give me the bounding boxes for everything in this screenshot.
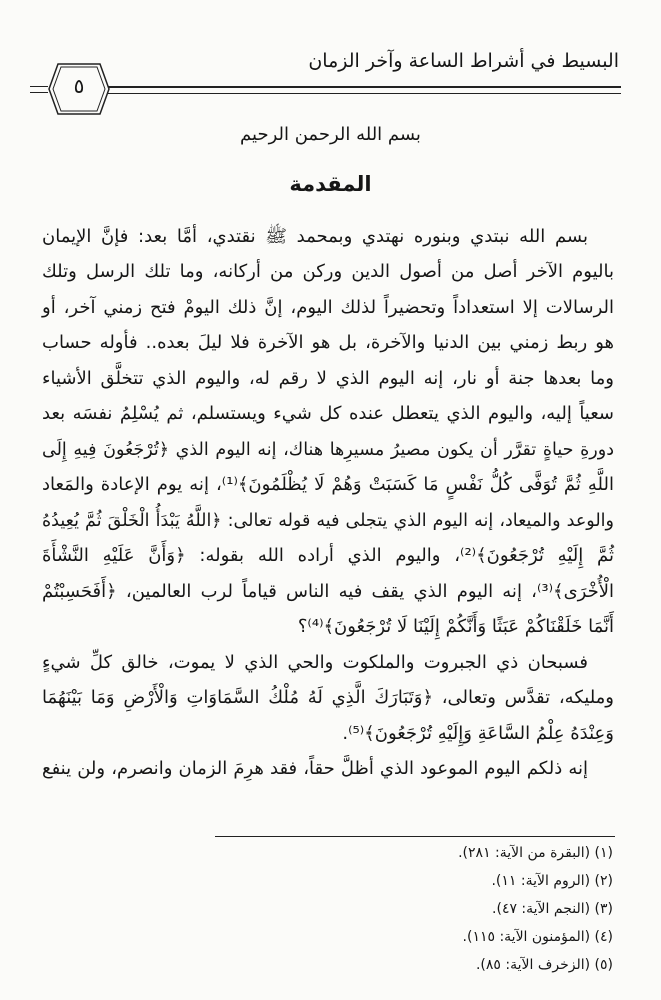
body-line: والوعد والميعاد، إنه اليوم الذي يتجلى فيه قوله تعالى: ﴿اللَّهُ يَبْدَأُ الْخَلْقَ ثُمَّ يُعِيدُهُ [42, 511, 614, 531]
page-number: ٥ [73, 74, 85, 98]
body-line: دورةِ حياةٍ تقرَّر أن يكون مصيرُ مسيرِها هناك، إنه اليوم الذي ﴿تُرْجَعُونَ فِيهِ إِلَى [42, 440, 614, 460]
body-line: باليوم الآخر أصل من أصول الدين وركن من أركانه، وما تلك الرسل وتلك [42, 261, 614, 282]
section-heading: المقدمة [289, 172, 372, 196]
body-line: بسم الله نبتدي وبنوره نهتدي وبمحمد ﷺ نقتدي، أمَّا بعد: فإنَّ الإيمان [42, 226, 588, 247]
body-line: الْأُخْرَى﴾⁽³⁾، إنه اليوم الذي يقف فيه الناس قياماً لرب العالمين، ﴿أَفَحَسِبْتُمْ [42, 581, 614, 602]
basmala: بسم الله الرحمن الرحيم [240, 124, 421, 145]
body-line: سعياً إليه، واليوم الذي يتعطل عنده كل شيء ويستسلم، ثم يُسْلِمُ نفسَه بعد [42, 403, 614, 424]
body-line: ومليكه، تقدَّس وتعالى، ﴿وَتَبَارَكَ الَّذِي لَهُ مُلْكُ السَّمَاوَاتِ وَالْأَرْضِ وَمَا بَيْنَهُمَا [42, 687, 614, 708]
footnote: (٣) (النجم الآية: ٤٧). [492, 901, 613, 917]
body-line: إنه ذلكم اليوم الموعود الذي أظلَّ حقاً، فقد هرِمَ الزمان وانصرم، ولن ينفع [42, 758, 588, 779]
footnote: (٥) (الزخرف الآية: ٨٥). [475, 957, 613, 973]
body-line: أَنَّمَا خَلَقْنَاكُمْ عَبَثًا وَأَنَّكُمْ إِلَيْنَا لَا تُرْجَعُونَ﴾⁽⁴⁾؟ [297, 616, 614, 637]
header-rule-left [30, 86, 48, 93]
header-rule [108, 86, 621, 94]
body-line: ثُمَّ إِلَيْهِ تُرْجَعُونَ﴾⁽²⁾، واليوم الذي أراده الله بقوله: ﴿وَأَنَّ عَلَيْهِ النَّشْأَةَ [42, 545, 614, 566]
footnote-separator [215, 836, 615, 837]
footnote: (١) (البقرة من الآية: ٢٨١). [458, 845, 613, 861]
body-line: وما بعدها جنة أو نار، إنه اليوم الذي لا رقم له، واليوم الذي تتخلَّق الأشياء [42, 368, 614, 389]
footnote: (٢) (الروم الآية: ١١). [491, 873, 613, 889]
running-title: البسيط في أشراط الساعة وآخر الزمان [308, 50, 619, 72]
footnote: (٤) (المؤمنون الآية: ١١٥). [462, 929, 613, 945]
body-line: الرسالات إلا استعداداً وتحضيراً لذلك اليوم، إنَّ ذلك اليومْ فتح زمني آخر، أو [42, 297, 614, 318]
body-line: هو ربط زمني بين الدنيا والآخرة، بل هو الآخرة فلا ليلَ بعده.. فأوله حساب [42, 332, 614, 353]
body-line: وَعِنْدَهُ عِلْمُ السَّاعَةِ وَإِلَيْهِ تُرْجَعُونَ﴾⁽⁵⁾. [342, 723, 614, 744]
body-line: اللَّهِ ثُمَّ تُوَفَّى كُلُّ نَفْسٍ مَا كَسَبَتْ وَهُمْ لَا يُظْلَمُونَ﴾⁽¹⁾، إنه يوم الإعادة والمَعاد [42, 474, 614, 495]
body-line: فسبحان ذي الجبروت والملكوت والحي الذي لا يموت، خالق كلِّ شيءٍ [42, 652, 588, 673]
